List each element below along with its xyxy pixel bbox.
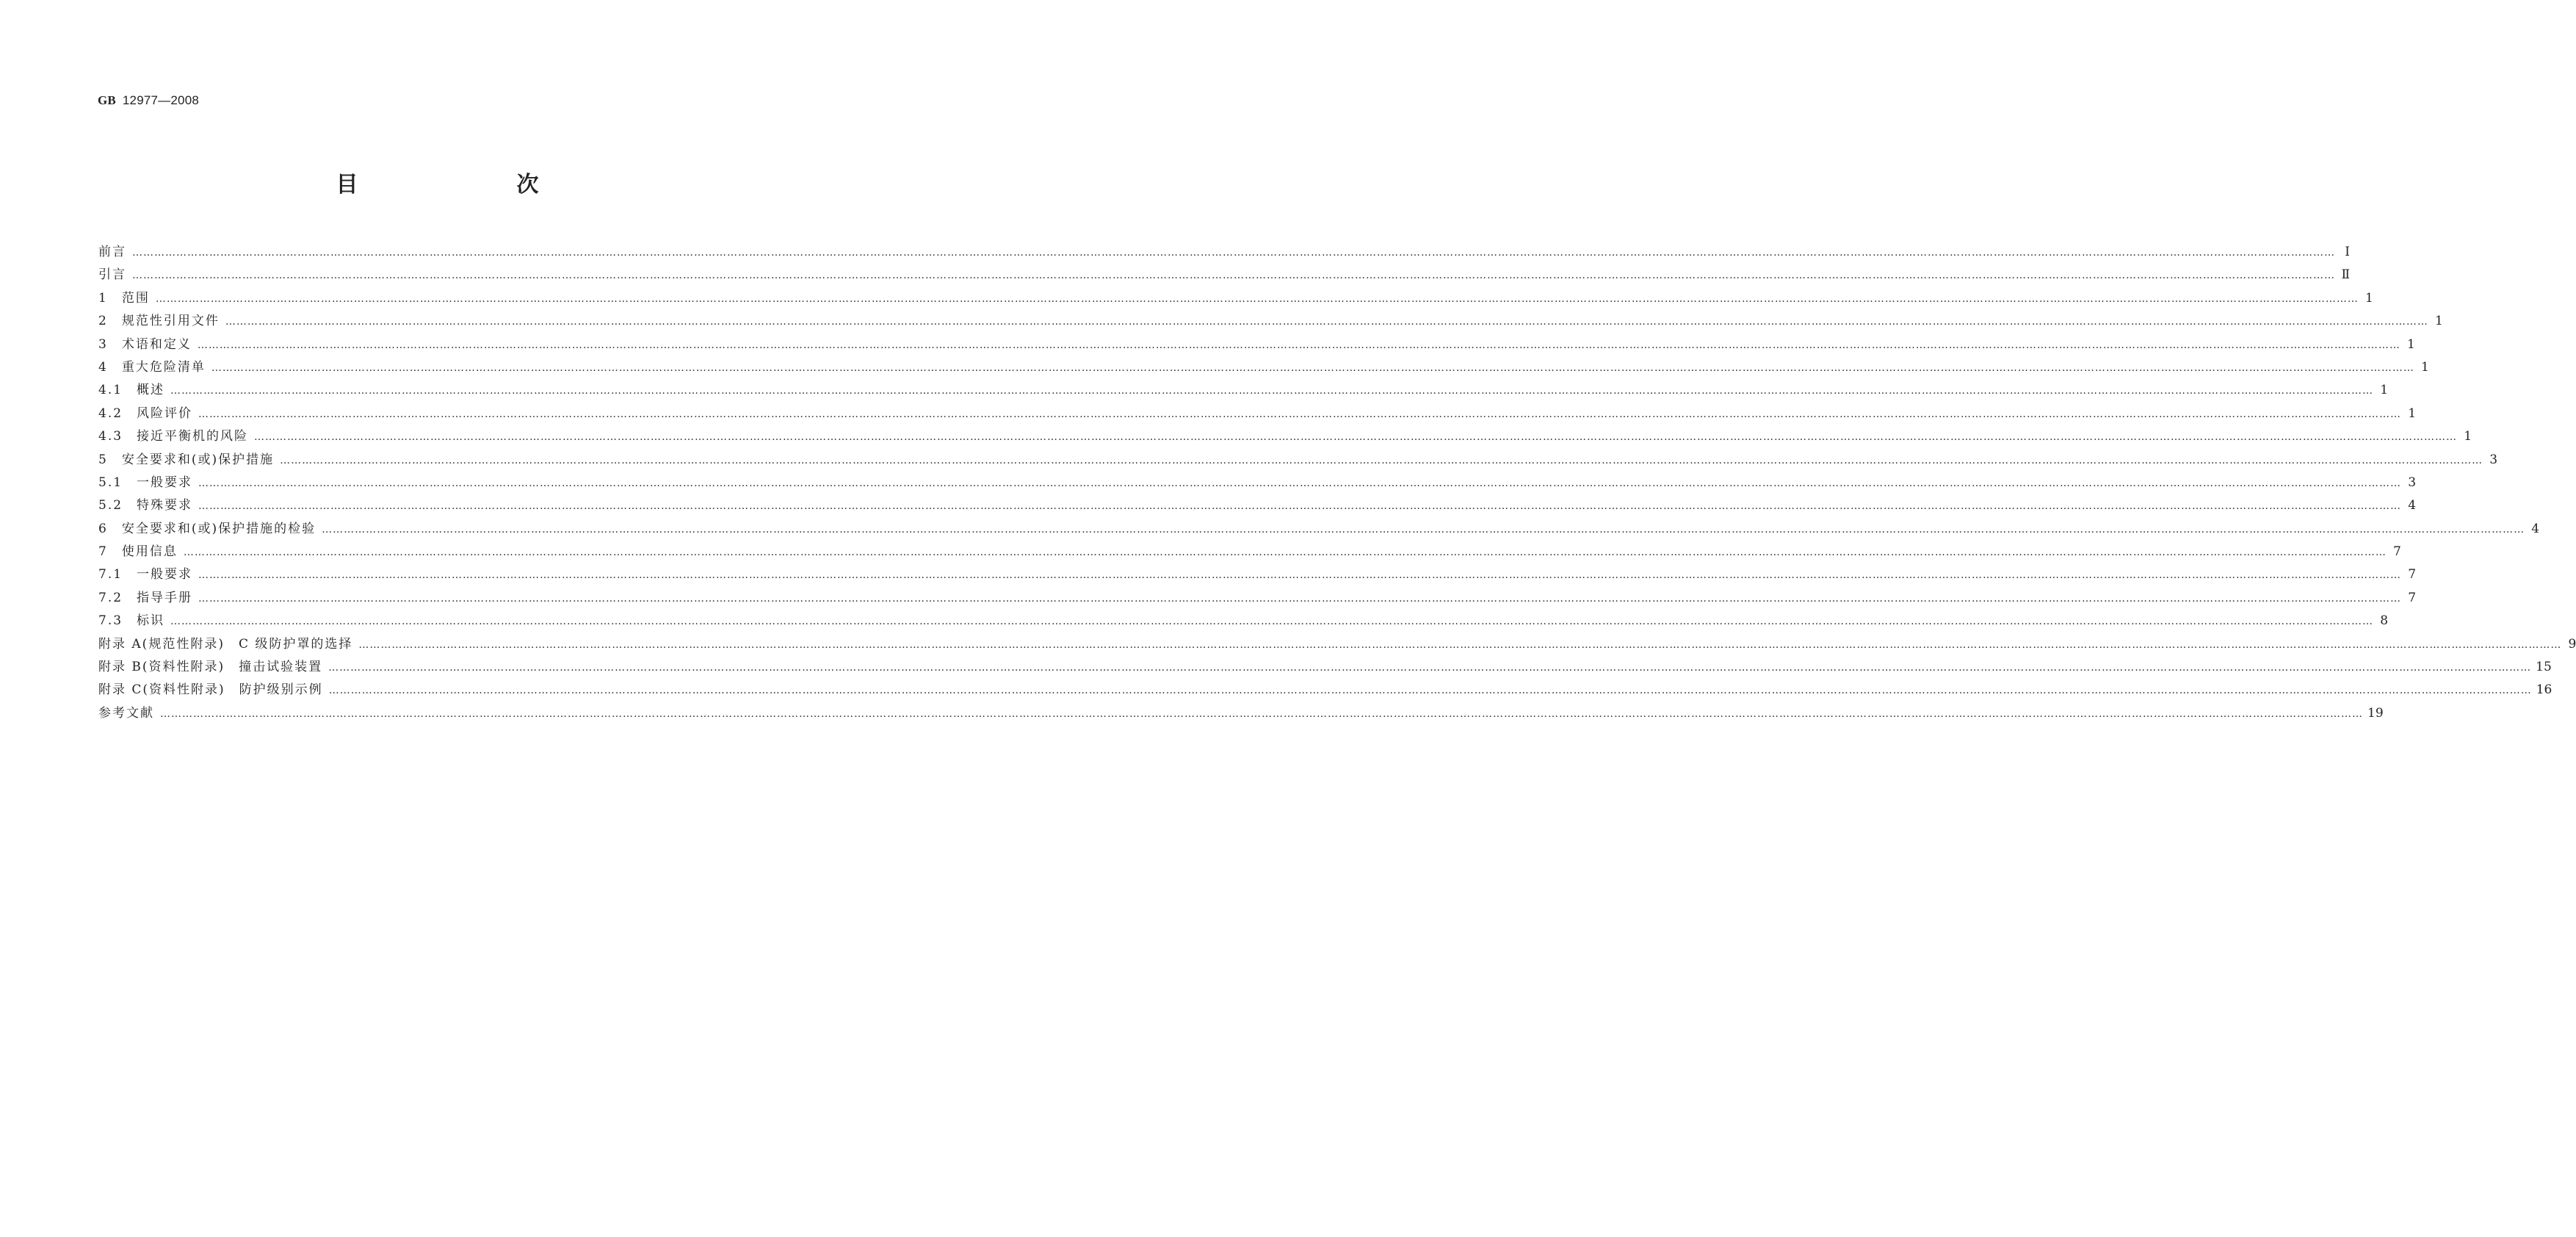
toc-entry-label: 附录 C(资料性附录) 防护级别示例 xyxy=(98,682,323,698)
toc-leader-dots: …………………………………………………………………………………………………………………………………………………………………………………………………………………………………………………………………………………………………………………………………………………………………………………………………………………………………………………………………………………………………………………………………………………… xyxy=(170,385,2374,397)
toc-leader-dots: …………………………………………………………………………………………………………………………………………………………………………………………………………………………………………………………………………………………………………………………………………………………………………………………………………………………………………………………………………………………………………………………………………………… xyxy=(160,707,2363,720)
toc-leader-dots: …………………………………………………………………………………………………………………………………………………………………………………………………………………………………………………………………………………………………………………………………………………………………………………………………………………………………………………………………………………………………………………………………………………… xyxy=(198,569,2402,582)
toc-entry-label: 4.1 概述 xyxy=(98,383,165,398)
toc-entry-page: 1 xyxy=(2421,359,2429,375)
toc-leader-dots: …………………………………………………………………………………………………………………………………………………………………………………………………………………………………………………………………………………………………………………………………………………………………………………………………………………………………………………………………………………………………………………………………………………… xyxy=(198,500,2402,513)
toc-entry-label: 3 术语和定义 xyxy=(98,336,192,352)
toc-leader-dots: …………………………………………………………………………………………………………………………………………………………………………………………………………………………………………………………………………………………………………………………………………………………………………………………………………………………………………………………………………………………………………………………………………………… xyxy=(198,408,2402,420)
toc-entry[interactable] xyxy=(98,656,2552,679)
toc-entry-page: 4 xyxy=(2408,498,2417,513)
toc-entry-label: 7.3 标识 xyxy=(98,613,165,629)
toc-entry-page: 7 xyxy=(2393,544,2401,560)
toc-entry-page: 9 xyxy=(2568,636,2576,652)
toc-leader-dots: …………………………………………………………………………………………………………………………………………………………………………………………………………………………………………………………………………………………………………………………………………………………………………………………………………………………………………………………………………………………………………………………………………………… xyxy=(132,270,2335,282)
toc-entry-page: 15 xyxy=(2536,660,2552,675)
page-title: 目 次 xyxy=(336,172,577,198)
toc-entry[interactable] xyxy=(98,425,2472,448)
toc-leader-dots: …………………………………………………………………………………………………………………………………………………………………………………………………………………………………………………………………………………………………………………………………………………………………………………………………………………………………………………………………………………………………………………………………………………… xyxy=(211,361,2414,374)
toc-entry[interactable] xyxy=(98,541,2401,563)
toc-leader-dots: …………………………………………………………………………………………………………………………………………………………………………………………………………………………………………………………………………………………………………………………………………………………………………………………………………………………………………………………………………………………………………………………………………………… xyxy=(155,292,2359,305)
toc-entry[interactable] xyxy=(98,356,2429,379)
toc-entry-label: 7.1 一般要求 xyxy=(98,567,193,583)
toc-leader-dots: …………………………………………………………………………………………………………………………………………………………………………………………………………………………………………………………………………………………………………………………………………………………………………………………………………………………………………………………………………………………………………………………………………………… xyxy=(198,477,2402,489)
standard-number: 12977—2008 xyxy=(122,93,199,107)
toc-entry-page: 7 xyxy=(2408,590,2417,605)
toc-leader-dots: …………………………………………………………………………………………………………………………………………………………………………………………………………………………………………………………………………………………………………………………………………………………………………………………………………………………………………………………………………………………………………………………………………………… xyxy=(322,523,2525,535)
toc-entry-page: 19 xyxy=(2367,705,2384,721)
toc-leader-dots: …………………………………………………………………………………………………………………………………………………………………………………………………………………………………………………………………………………………………………………………………………………………………………………………………………………………………………………………………………………………………………………………………………………… xyxy=(132,247,2335,259)
toc-entry[interactable] xyxy=(98,610,2389,632)
standard-prefix: GB xyxy=(98,93,116,107)
toc-entry[interactable] xyxy=(98,472,2417,494)
toc-entry[interactable] xyxy=(98,587,2417,610)
toc-entry-page: 3 xyxy=(2489,452,2498,467)
toc-entry-page: Ⅰ xyxy=(2345,245,2350,259)
toc-entry-page: 7 xyxy=(2408,567,2417,583)
toc-entry-page: 1 xyxy=(2435,314,2443,329)
toc-leader-dots: …………………………………………………………………………………………………………………………………………………………………………………………………………………………………………………………………………………………………………………………………………………………………………………………………………………………………………………………………………………………………………………………………………………… xyxy=(328,685,2532,697)
toc-entry-label: 4.3 接近平衡机的风险 xyxy=(98,429,249,444)
toc-entry-page: 16 xyxy=(2536,682,2553,698)
toc-entry-page: 1 xyxy=(2408,405,2417,421)
toc-entry-label: 5.2 特殊要求 xyxy=(98,498,193,513)
toc-entry[interactable] xyxy=(98,702,2384,725)
toc-entry-label: 5 安全要求和(或)保护措施 xyxy=(98,452,275,467)
toc-entry[interactable] xyxy=(98,403,2417,425)
toc-entry[interactable] xyxy=(98,264,2350,286)
toc-entry[interactable] xyxy=(98,241,2350,264)
toc-entry-label: 2 规范性引用文件 xyxy=(98,314,220,329)
toc-leader-dots: …………………………………………………………………………………………………………………………………………………………………………………………………………………………………………………………………………………………………………………………………………………………………………………………………………………………………………………………………………………………………………………………………………………… xyxy=(183,547,2387,559)
toc-entry-label: 7 使用信息 xyxy=(98,544,178,560)
toc-leader-dots: …………………………………………………………………………………………………………………………………………………………………………………………………………………………………………………………………………………………………………………………………………………………………………………………………………………………………………………………………………………………………………………………………………………… xyxy=(197,339,2400,351)
toc-entry[interactable] xyxy=(98,449,2498,472)
toc-entry-page: 3 xyxy=(2408,475,2417,490)
toc-entry-page: 1 xyxy=(2380,383,2389,398)
toc-leader-dots: …………………………………………………………………………………………………………………………………………………………………………………………………………………………………………………………………………………………………………………………………………………………………………………………………………………………………………………………………………………………………………………………………………………… xyxy=(225,316,2428,328)
toc-entry[interactable] xyxy=(98,379,2389,402)
toc-entry-label: 4.2 风险评价 xyxy=(98,405,193,421)
toc-entry-label: 6 安全要求和(或)保护措施的检验 xyxy=(98,521,316,536)
toc-entry-label: 4 重大危险清单 xyxy=(98,359,206,375)
toc-entry[interactable] xyxy=(98,633,2576,656)
toc-leader-dots: …………………………………………………………………………………………………………………………………………………………………………………………………………………………………………………………………………………………………………………………………………………………………………………………………………………………………………………………………………………………………………………………………………………… xyxy=(358,638,2562,651)
toc-entry-label: 参考文献 xyxy=(98,705,154,721)
toc-leader-dots: …………………………………………………………………………………………………………………………………………………………………………………………………………………………………………………………………………………………………………………………………………………………………………………………………………………………………………………………………………………………………………………………………………………… xyxy=(280,454,2483,466)
toc-entry-label: 5.1 一般要求 xyxy=(98,475,193,490)
toc-leader-dots: …………………………………………………………………………………………………………………………………………………………………………………………………………………………………………………………………………………………………………………………………………………………………………………………………………………………………………………………………………………………………………………………………………………… xyxy=(198,592,2402,605)
toc-entry-page: 1 xyxy=(2407,336,2415,352)
toc-entry-page: 4 xyxy=(2531,521,2540,536)
standard-code xyxy=(98,93,199,108)
toc-entry[interactable] xyxy=(98,518,2540,541)
toc-entry-page: 1 xyxy=(2464,429,2472,444)
toc-entry[interactable] xyxy=(98,679,2553,702)
toc-entry-label: 前言 xyxy=(98,245,126,259)
toc-entry[interactable] xyxy=(98,563,2417,586)
toc-entry-label: 附录 A(规范性附录) C 级防护罩的选择 xyxy=(98,636,353,652)
toc-entry[interactable] xyxy=(98,287,2373,310)
toc-entry-page: 1 xyxy=(2365,290,2373,306)
table-of-contents xyxy=(98,241,2576,725)
toc-leader-dots: …………………………………………………………………………………………………………………………………………………………………………………………………………………………………………………………………………………………………………………………………………………………………………………………………………………………………………………………………………………………………………………………………………………… xyxy=(328,662,2532,674)
toc-leader-dots: …………………………………………………………………………………………………………………………………………………………………………………………………………………………………………………………………………………………………………………………………………………………………………………………………………………………………………………………………………………………………………………………………………………… xyxy=(170,616,2374,628)
toc-entry-page: Ⅱ xyxy=(2341,267,2350,283)
toc-entry-page: 8 xyxy=(2380,613,2389,629)
toc-entry-label: 1 范围 xyxy=(98,290,150,306)
toc-entry-label: 引言 xyxy=(98,267,126,283)
toc-entry-label: 7.2 指导手册 xyxy=(98,590,193,605)
toc-entry-label: 附录 B(资料性附录) 撞击试验装置 xyxy=(98,660,323,675)
toc-entry[interactable] xyxy=(98,310,2443,333)
toc-leader-dots: …………………………………………………………………………………………………………………………………………………………………………………………………………………………………………………………………………………………………………………………………………………………………………………………………………………………………………………………………………………………………………………………………………………… xyxy=(254,431,2458,444)
toc-entry[interactable] xyxy=(98,494,2417,517)
toc-entry[interactable] xyxy=(98,333,2415,356)
